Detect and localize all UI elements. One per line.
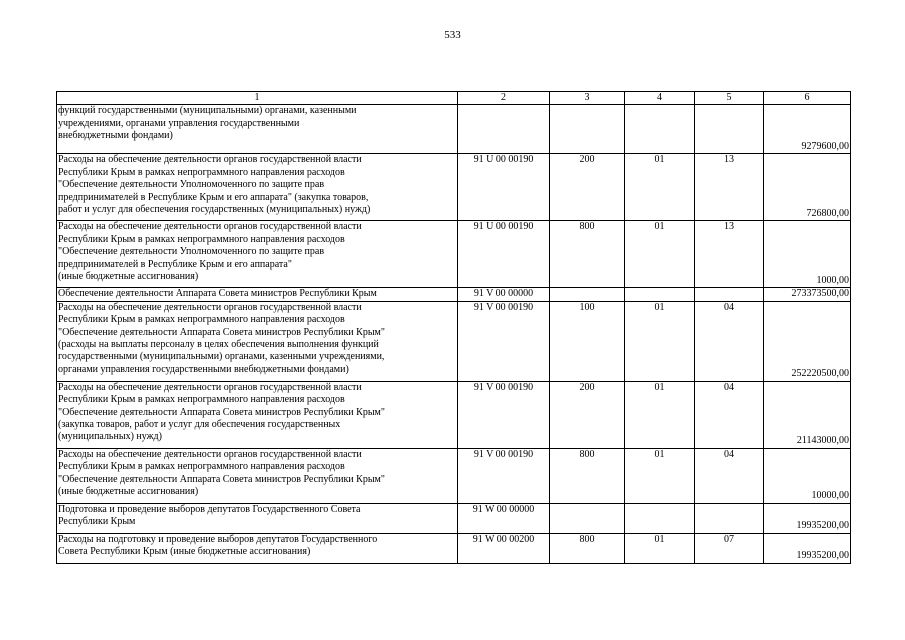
expense-type-cell: 800 xyxy=(550,533,625,563)
expense-type-cell: 800 xyxy=(550,221,625,288)
subsection-cell: 04 xyxy=(695,301,764,381)
budget-table xyxy=(56,91,851,564)
column-header: 1 xyxy=(57,92,458,105)
section-cell xyxy=(625,105,695,154)
target-code-cell: 91 U 00 00190 xyxy=(458,221,550,288)
subsection-cell: 04 xyxy=(695,448,764,503)
expense-name-cell: Расходы на подготовку и проведение выборов депутатов Государственного Совета Республики Крым (иные бюджетные ассигнования) xyxy=(57,533,458,563)
target-code-cell xyxy=(458,105,550,154)
amount-cell: 10000,00 xyxy=(764,448,851,503)
amount-cell: 273373500,00 xyxy=(764,288,851,301)
section-cell: 01 xyxy=(625,381,695,448)
expense-type-cell: 200 xyxy=(550,154,625,221)
table-row xyxy=(57,301,851,381)
amount-cell: 1000,00 xyxy=(764,221,851,288)
column-header: 2 xyxy=(458,92,550,105)
expense-type-cell xyxy=(550,503,625,533)
section-cell: 01 xyxy=(625,533,695,563)
amount-cell: 21143000,00 xyxy=(764,381,851,448)
section-cell: 01 xyxy=(625,301,695,381)
table-row xyxy=(57,448,851,503)
column-header: 3 xyxy=(550,92,625,105)
expense-name-cell: Обеспечение деятельности Аппарата Совета министров Республики Крым xyxy=(57,288,458,301)
table-row xyxy=(57,381,851,448)
subsection-cell: 13 xyxy=(695,221,764,288)
subsection-cell xyxy=(695,503,764,533)
table-row xyxy=(57,288,851,301)
amount-cell: 19935200,00 xyxy=(764,533,851,563)
subsection-cell: 13 xyxy=(695,154,764,221)
expense-name-cell: Расходы на обеспечение деятельности органов государственной власти Республики Крым в рамках непрограммного направления расходов "Обеспечение деятельности Аппарата Совета министров Республики Крым" (закупка товаров, работ и услуг для обеспечения государственных (муниципальных) нужд) xyxy=(57,381,458,448)
expense-type-cell xyxy=(550,105,625,154)
column-header: 6 xyxy=(764,92,851,105)
target-code-cell: 91 V 00 00190 xyxy=(458,301,550,381)
column-header: 4 xyxy=(625,92,695,105)
table-row xyxy=(57,503,851,533)
expense-name-cell: Расходы на обеспечение деятельности органов государственной власти Республики Крым в рамках непрограммного направления расходов "Обеспечение деятельности Уполномоченного по защите прав предпринимателей в Республике Крым и его аппарата" (закупка товаров, работ и услуг для обеспечения государственных (муниципальных) нужд) xyxy=(57,154,458,221)
table-row xyxy=(57,221,851,288)
target-code-cell: 91 V 00 00000 xyxy=(458,288,550,301)
table-row xyxy=(57,154,851,221)
amount-cell: 252220500,00 xyxy=(764,301,851,381)
expense-name-cell: Подготовка и проведение выборов депутатов Государственного Совета Республики Крым xyxy=(57,503,458,533)
expense-name-cell: Расходы на обеспечение деятельности органов государственной власти Республики Крым в рамках непрограммного направления расходов "Обеспечение деятельности Аппарата Совета министров Республики Крым" (расходы на выплаты персоналу в целях обеспечения выполнения функций государственными (муниципальными) органами, казенными учреждениями, органами управления государственными внебюджетными фондами) xyxy=(57,301,458,381)
expense-type-cell: 100 xyxy=(550,301,625,381)
target-code-cell: 91 V 00 00190 xyxy=(458,381,550,448)
section-cell xyxy=(625,503,695,533)
subsection-cell: 04 xyxy=(695,381,764,448)
expense-type-cell xyxy=(550,288,625,301)
target-code-cell: 91 W 00 00200 xyxy=(458,533,550,563)
amount-cell: 726800,00 xyxy=(764,154,851,221)
expense-type-cell: 800 xyxy=(550,448,625,503)
section-cell: 01 xyxy=(625,154,695,221)
target-code-cell: 91 U 00 00190 xyxy=(458,154,550,221)
section-cell: 01 xyxy=(625,448,695,503)
amount-cell: 19935200,00 xyxy=(764,503,851,533)
expense-name-cell: Расходы на обеспечение деятельности органов государственной власти Республики Крым в рамках непрограммного направления расходов "Обеспечение деятельности Уполномоченного по защите прав предпринимателей в Республике Крым и его аппарата" (иные бюджетные ассигнования) xyxy=(57,221,458,288)
expense-name-cell: функций государственными (муниципальными) органами, казенными учреждениями, органами управления государственными внебюджетными фондами) xyxy=(57,105,458,154)
table-row xyxy=(57,533,851,563)
column-header: 5 xyxy=(695,92,764,105)
subsection-cell xyxy=(695,105,764,154)
subsection-cell xyxy=(695,288,764,301)
section-cell: 01 xyxy=(625,221,695,288)
table-header-row xyxy=(57,92,851,105)
page-number: 533 xyxy=(444,29,461,41)
expense-type-cell: 200 xyxy=(550,381,625,448)
table-row xyxy=(57,105,851,154)
section-cell xyxy=(625,288,695,301)
target-code-cell: 91 W 00 00000 xyxy=(458,503,550,533)
subsection-cell: 07 xyxy=(695,533,764,563)
expense-name-cell: Расходы на обеспечение деятельности органов государственной власти Республики Крым в рамках непрограммного направления расходов "Обеспечение деятельности Аппарата Совета министров Республики Крым" (иные бюджетные ассигнования) xyxy=(57,448,458,503)
target-code-cell: 91 V 00 00190 xyxy=(458,448,550,503)
amount-cell: 9279600,00 xyxy=(764,105,851,154)
